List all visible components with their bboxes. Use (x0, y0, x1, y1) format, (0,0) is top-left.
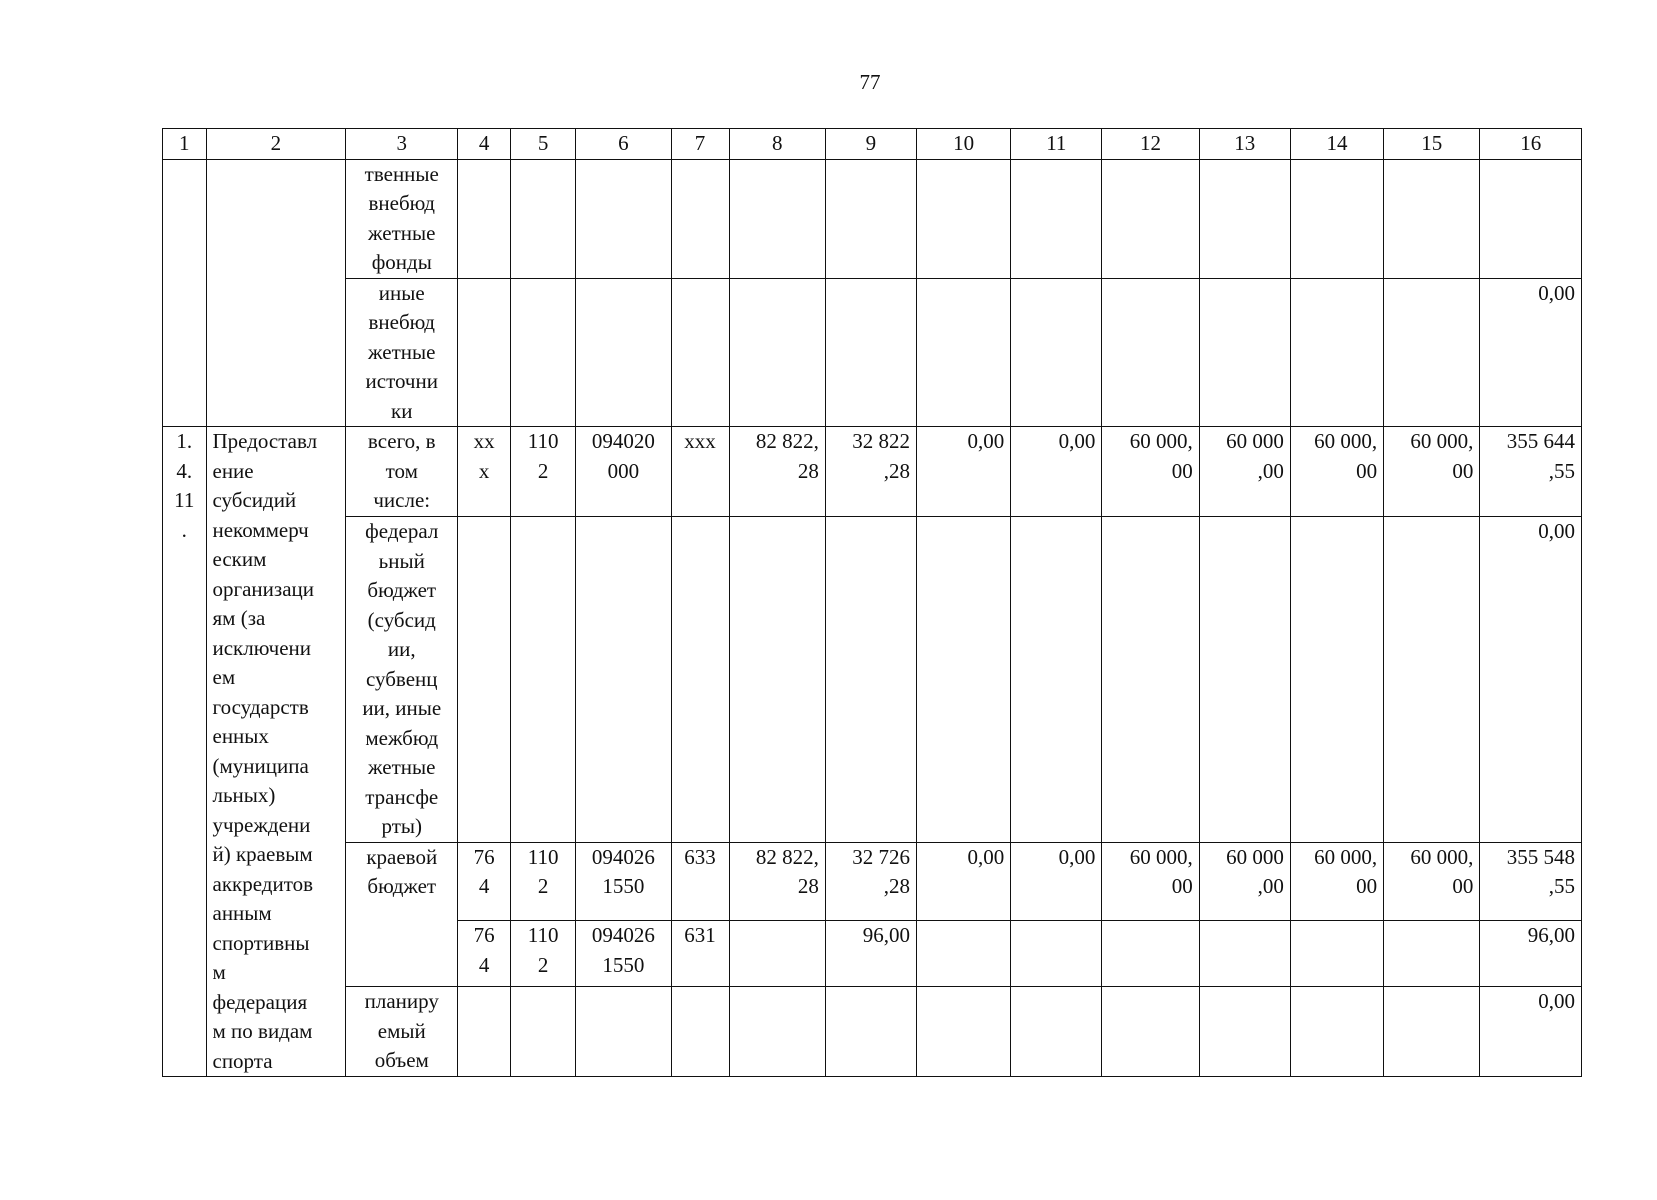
header-row (163, 129, 1582, 160)
source-cell: всего, в том числе: (346, 427, 458, 517)
total-cell: 96,00 (1480, 921, 1582, 987)
grbs-cell: хх х (458, 427, 511, 517)
value-cell: 60 000 ,00 (1199, 427, 1290, 517)
table-row (163, 159, 1582, 278)
cell (1199, 921, 1290, 987)
item-number-cell: 1. 4. 11 . (163, 427, 207, 1077)
rzpr-cell: 110 2 (511, 427, 576, 517)
cell (1011, 987, 1102, 1077)
item-name-cell: Предоставл ение субсидий некоммерч еским организаци ям (за исключени ем государств енных (муниципа льных) учреждени й) краевым аккредитов анным спортивны м федерация м по видам спорта (206, 427, 346, 1077)
total-cell: 0,00 (1480, 987, 1582, 1077)
header-cell: 12 (1102, 129, 1199, 160)
item-name-cell (206, 159, 346, 427)
header-cell: 10 (916, 129, 1010, 160)
cell (729, 987, 825, 1077)
cell (825, 517, 916, 843)
cell (671, 278, 729, 427)
value-cell: 32 822 ,28 (825, 427, 916, 517)
header-cell: 11 (1011, 129, 1102, 160)
cell (511, 159, 576, 278)
cell (825, 159, 916, 278)
cell (1199, 987, 1290, 1077)
cell (729, 278, 825, 427)
header-cell: 8 (729, 129, 825, 160)
table-row (163, 427, 1582, 517)
csr-cell: 094020 000 (576, 427, 671, 517)
cell (576, 278, 671, 427)
cell (1384, 159, 1480, 278)
cell (1199, 278, 1290, 427)
cell (825, 278, 916, 427)
cell (916, 921, 1010, 987)
table-row (163, 278, 1582, 427)
vr-cell: 633 (671, 842, 729, 921)
value-cell: 60 000, 00 (1290, 842, 1383, 921)
cell (916, 517, 1010, 843)
rzpr-cell: 110 2 (511, 842, 576, 921)
csr-cell: 094026 1550 (576, 921, 671, 987)
header-cell: 1 (163, 129, 207, 160)
source-cell: твенные внебюд жетные фонды (346, 159, 458, 278)
header-cell: 9 (825, 129, 916, 160)
cell (1290, 921, 1383, 987)
vr-cell: ххх (671, 427, 729, 517)
cell (1384, 987, 1480, 1077)
header-cell: 7 (671, 129, 729, 160)
grbs-cell: 76 4 (458, 921, 511, 987)
cell (916, 987, 1010, 1077)
cell (825, 987, 916, 1077)
value-cell: 60 000, 00 (1102, 427, 1199, 517)
value-cell: 32 726 ,28 (825, 842, 916, 921)
cell (671, 517, 729, 843)
cell (511, 278, 576, 427)
source-cell: федерал ьный бюджет (субсид ии, субвенц ии, иные межбюд жетные трансфе рты) (346, 517, 458, 843)
header-cell: 13 (1199, 129, 1290, 160)
value-cell: 0,00 (1011, 427, 1102, 517)
value-cell: 0,00 (1011, 842, 1102, 921)
cell (1199, 159, 1290, 278)
source-cell: краевой бюджет (346, 842, 458, 987)
cell (1011, 278, 1102, 427)
value-cell: 82 822, 28 (729, 427, 825, 517)
cell (1011, 517, 1102, 843)
cell (916, 278, 1010, 427)
table-row (163, 842, 1582, 921)
cell (1290, 517, 1383, 843)
cell (458, 159, 511, 278)
cell (729, 921, 825, 987)
cell (1384, 517, 1480, 843)
table-row (163, 987, 1582, 1077)
page-number: 77 (859, 70, 881, 94)
cell (1199, 517, 1290, 843)
value-cell: 60 000, 00 (1102, 842, 1199, 921)
budget-table (162, 128, 1582, 1077)
total-cell: 355 644 ,55 (1480, 427, 1582, 517)
cell (1290, 159, 1383, 278)
cell (671, 159, 729, 278)
value-cell: 60 000 ,00 (1199, 842, 1290, 921)
header-cell: 3 (346, 129, 458, 160)
header-cell: 14 (1290, 129, 1383, 160)
grbs-cell: 76 4 (458, 842, 511, 921)
vr-cell: 631 (671, 921, 729, 987)
cell (576, 159, 671, 278)
rzpr-cell: 110 2 (511, 921, 576, 987)
csr-cell: 094026 1550 (576, 842, 671, 921)
total-cell: 0,00 (1480, 517, 1582, 843)
cell (1290, 278, 1383, 427)
cell (511, 517, 576, 843)
cell (1384, 921, 1480, 987)
cell (458, 278, 511, 427)
header-cell: 2 (206, 129, 346, 160)
value-cell: 96,00 (825, 921, 916, 987)
cell (729, 159, 825, 278)
value-cell: 60 000, 00 (1384, 842, 1480, 921)
total-cell: 0,00 (1480, 278, 1582, 427)
cell (729, 517, 825, 843)
cell (671, 987, 729, 1077)
cell (1102, 159, 1199, 278)
cell (1102, 517, 1199, 843)
source-cell: иные внебюд жетные источни ки (346, 278, 458, 427)
cell (1102, 987, 1199, 1077)
cell (1011, 921, 1102, 987)
value-cell: 0,00 (916, 427, 1010, 517)
cell (458, 987, 511, 1077)
value-cell: 0,00 (916, 842, 1010, 921)
cell (1290, 987, 1383, 1077)
header-cell: 6 (576, 129, 671, 160)
header-cell: 5 (511, 129, 576, 160)
value-cell: 60 000, 00 (1384, 427, 1480, 517)
cell (458, 517, 511, 843)
header-cell: 16 (1480, 129, 1582, 160)
cell (576, 517, 671, 843)
cell (1011, 159, 1102, 278)
item-number-cell (163, 159, 207, 427)
cell (916, 159, 1010, 278)
cell (1480, 159, 1582, 278)
cell (511, 987, 576, 1077)
value-cell: 82 822, 28 (729, 842, 825, 921)
cell (1102, 278, 1199, 427)
cell (1384, 278, 1480, 427)
value-cell: 60 000, 00 (1290, 427, 1383, 517)
cell (576, 987, 671, 1077)
total-cell: 355 548 ,55 (1480, 842, 1582, 921)
source-cell: планиру емый объем (346, 987, 458, 1077)
table-row (163, 517, 1582, 843)
header-cell: 4 (458, 129, 511, 160)
header-cell: 15 (1384, 129, 1480, 160)
cell (1102, 921, 1199, 987)
